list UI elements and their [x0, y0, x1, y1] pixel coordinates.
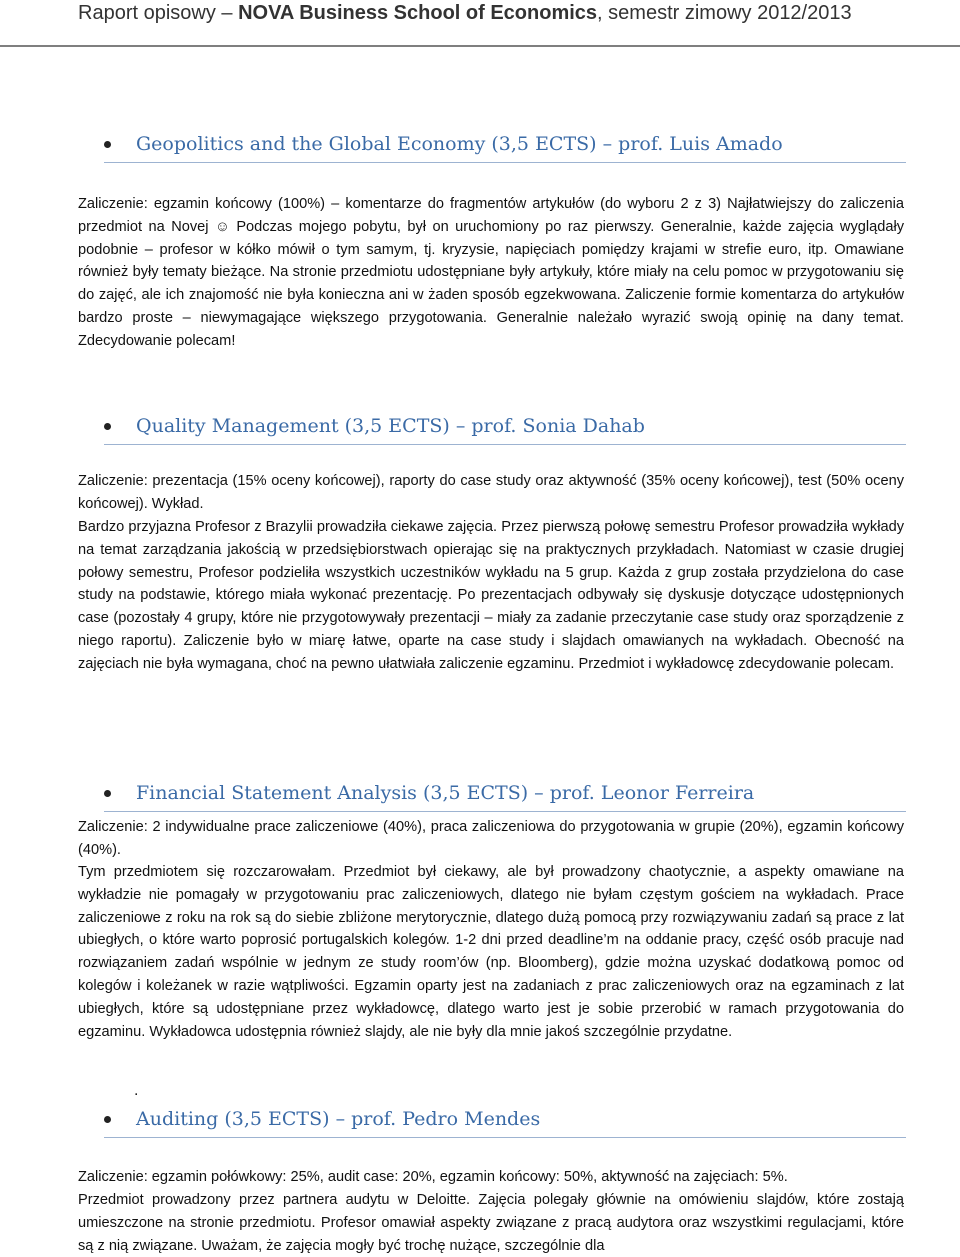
bullet-icon	[104, 423, 111, 430]
course-paragraph: Zaliczenie: egzamin połówkowy: 25%, audit case: 20%, egzamin końcowy: 50%, aktywność na zajęciach: 5%.	[78, 1169, 788, 1185]
header-divider	[0, 45, 960, 47]
bullet-icon	[104, 1116, 111, 1123]
stray-period: .	[134, 1082, 139, 1099]
course-title: Geopolitics and the Global Economy (3,5 ECTS) – prof. Luis Amado	[136, 133, 783, 155]
course-paragraph: Zaliczenie: 2 indywidualne prace zaliczeniowe (40%), praca zaliczeniowa do przygotowania w grupie (20%), egzamin końcowy (40%).	[78, 819, 904, 858]
course-paragraph: Przedmiot prowadzony przez partnera audytu w Deloitte. Zajęcia polegały głównie na omówieniu slajdów, które zostają umieszczone na stronie przedmiotu. Profesor omawiał aspekty związane z pracą audytora oraz wszystkimi regulacjami, które są z nią związane. Uważam, że zajęcia mogły być trochę nużące, szczególnie dla	[78, 1192, 904, 1254]
course-heading	[104, 781, 906, 812]
page-header	[78, 0, 898, 30]
course-paragraph: Zaliczenie: prezentacja (15% oceny końcowej), raporty do case study oraz aktywność (35% oceny końcowej), test (50% oceny końcowej). Wykład.	[78, 473, 904, 512]
course-title: Financial Statement Analysis (3,5 ECTS) – prof. Leonor Ferreira	[136, 782, 755, 804]
bullet-icon	[104, 790, 111, 797]
course-paragraph: Tym przedmiotem się rozczarowałam. Przedmiot był ciekawy, ale był prowadzony chaotycznie, a aspekty omawiane na wykładzie nie pomagały w przygotowaniu prac zaliczeniowych, dlatego nie byłam częstym gościem na wykładach. Prace zaliczeniowe z roku na rok są do siebie zbliżone merytorycznie, dlatego dużą pomocą przy rozwiązywaniu zadań są prace z lat ubiegłych, o które warto poprosić portugalskich kolegów. 1-2 dni przed deadline’m na oddanie pracy, część osób pracuje nad rozwiązaniem zadań wspólnie w jednym ze study room’ów (np. Bloomberg), gdzie można uzyskać dodatkową pomoc od kolegów i koleżanek w razie wątpliwości. Egzamin oparty jest na zadaniach z prac zaliczeniowych oraz na egzaminach z lat ubiegłych, które są udostępniane przez wykładowcę, dlatego warto jest je sobie przerobić w ramach przygotowania do egzaminu. Wykładowca udostępnia również slajdy, ale nie były dla mnie jakoś szczególnie przydatne.	[78, 864, 904, 1040]
header-school: NOVA Business School of Economics	[238, 2, 598, 24]
course-heading	[104, 132, 906, 163]
header-prefix: Raport opisowy –	[78, 2, 239, 24]
course-title: Quality Management (3,5 ECTS) – prof. Sonia Dahab	[136, 415, 645, 437]
course-heading	[104, 1107, 906, 1138]
course-paragraph: Bardzo przyjazna Profesor z Brazylii prowadziła ciekawe zajęcia. Przez pierwszą połowę semestru Profesor prowadziła wykłady na temat zarządzania jakością w przedsiębiorstwach opierając się na praktycznych przykładach. Natomiast w czasie drugiej połowy semestru, Profesor podzieliła wszystkich uczestników wykładu na 5 grup. Każda z grup została przydzielona do case study na podstawie, którego miała wykonać prezentację. Po prezentacjach odbywały się dyskusje dotyczące udostępnionych case (pozostały 4 grupy, które nie przygotowywały prezentacji – miały za zadanie przeczytanie case study oraz sporządzenie z niego raportu). Zaliczenie było w miarę łatwe, oparte na case study i slajdach omawianych na wykładach. Obecność na zajęciach nie była wymagana, choć na pewno ułatwiała zaliczenie egzaminu. Przedmiot i wykładowcę zdecydowanie polecam.	[78, 519, 904, 672]
bullet-icon	[104, 141, 111, 148]
header-suffix: , semestr zimowy 2012/2013	[597, 2, 852, 24]
course-paragraph: Zaliczenie: egzamin końcowy (100%) – komentarze do fragmentów artykułów (do wyboru 2 z 3) Najłatwiejszy do zaliczenia przedmiot na Novej ☺ Podczas mojego pobytu, był on uruchomiony po raz pierwszy. Generalnie, każde zajęcia wyglądały podobnie – profesor w kółko mówił o tym samym, tj. kryzysie, napięciach pomiędzy krajami w strefie euro, itp. Omawiane również były tematy bieżące. Na stronie przedmiotu udostępniane były artykuły, które miały na celu pomoc w przygotowaniu się do zajęć, ale ich znajomość nie była konieczna ani w żaden sposób egzekwowana. Zaliczenie formie komentarza do artykułów bardzo proste – niewymagające większego przygotowania. Generalnie należało wyrazić swoją opinię na dany temat. Zdecydowanie polecam!	[78, 196, 904, 349]
course-heading	[104, 414, 906, 445]
course-title: Auditing (3,5 ECTS) – prof. Pedro Mendes	[136, 1108, 541, 1130]
